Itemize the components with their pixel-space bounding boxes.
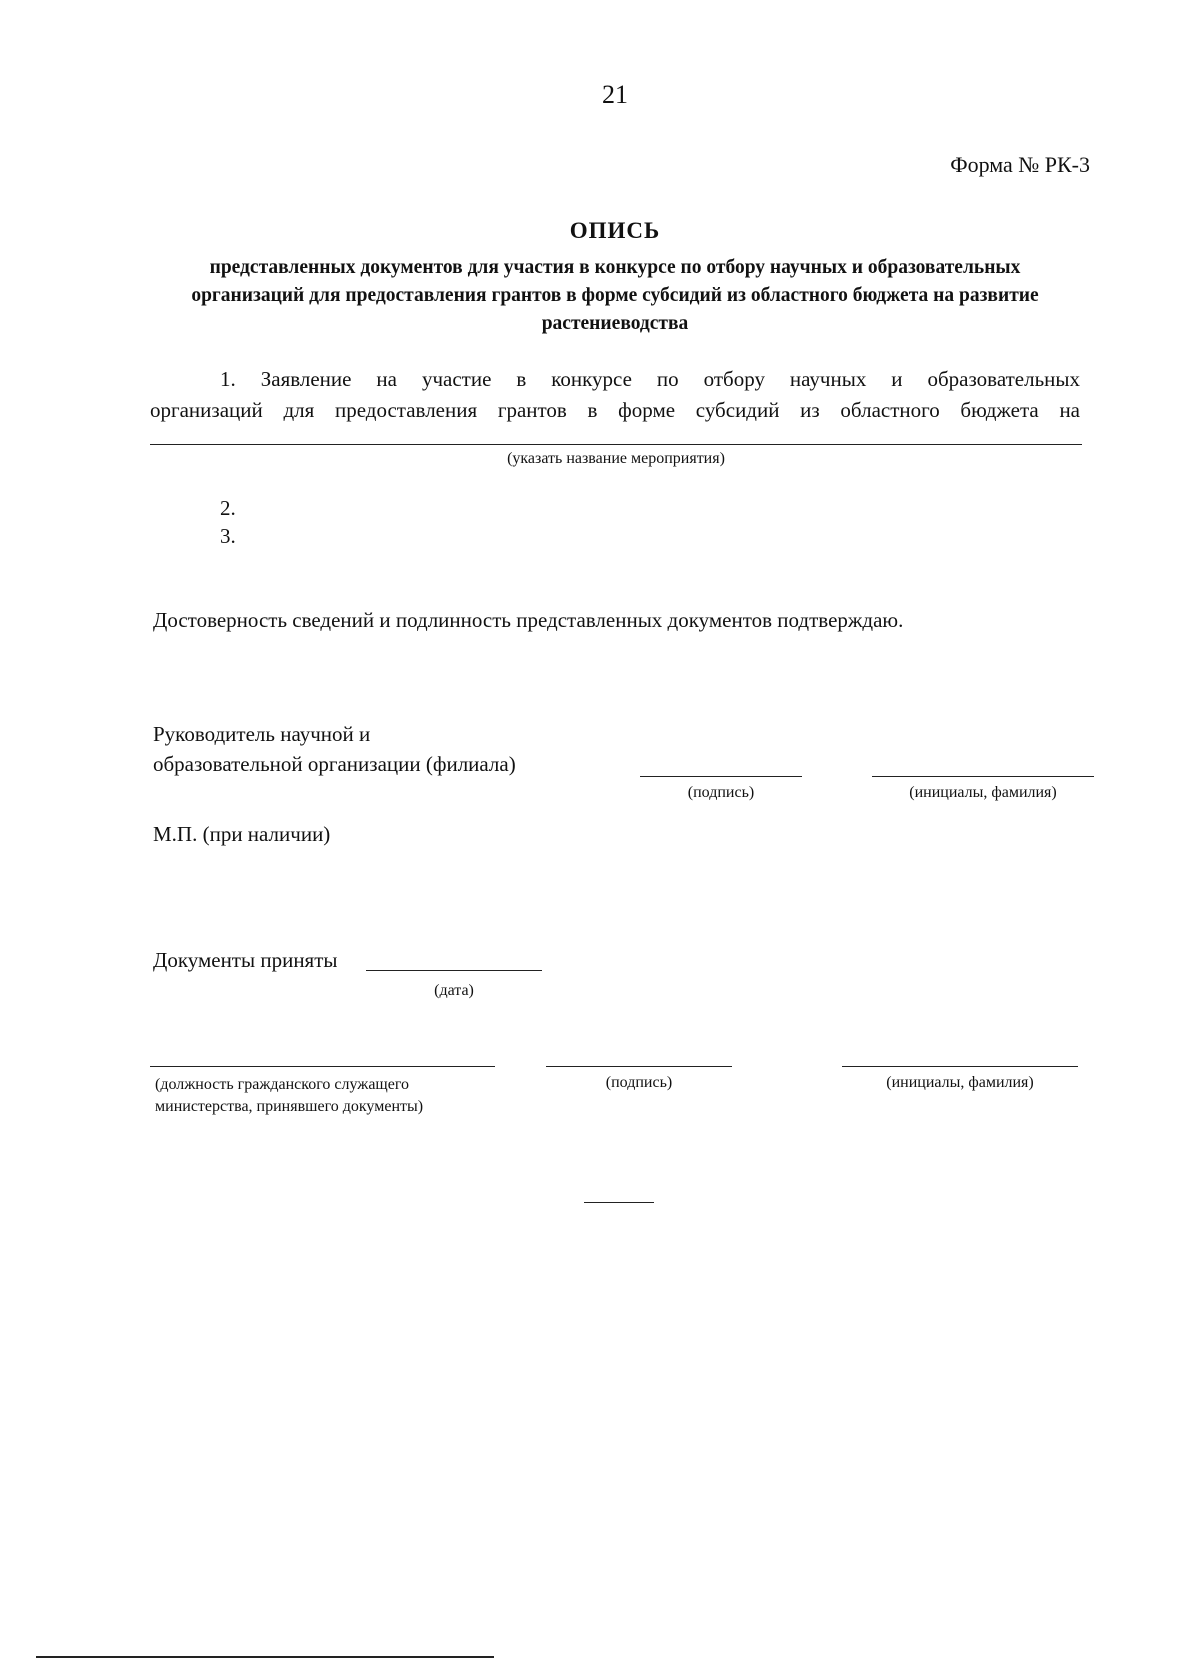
position-caption-line-2: министерства, принявшего документы): [155, 1098, 424, 1115]
head-label-line-1: Руководитель научной и: [153, 722, 371, 746]
acceptance-date-line: [366, 970, 542, 971]
list-item-1-line-2: организаций для предоставления грантов в форме субсидий из областного бюджета на: [150, 398, 1080, 422]
end-of-form-mark: [584, 1202, 654, 1203]
footer-rule: [36, 1656, 494, 1658]
form-number: Форма № РК-3: [950, 152, 1090, 177]
page-number: 21: [602, 80, 628, 109]
list-item-1-line-1: 1. Заявление на участие в конкурсе по отбору научных и образовательных: [220, 367, 1080, 391]
accepted-by-name-caption: (инициалы, фамилия): [886, 1074, 1034, 1091]
position-caption-line-1: (должность гражданского служащего: [155, 1076, 410, 1093]
list-item-3: 3.: [220, 524, 236, 548]
stamp-note: М.П. (при наличии): [153, 822, 331, 846]
head-signature-caption: (подпись): [687, 784, 755, 801]
head-name-line: [872, 776, 1094, 777]
list-item-1: [150, 364, 1080, 426]
document-title: ОПИСЬ: [569, 218, 661, 243]
acceptance-label: Документы приняты: [153, 948, 338, 972]
event-name-caption: (указать название мероприятия): [507, 450, 725, 467]
head-signature-line: [640, 776, 802, 777]
accepted-by-position-line: [150, 1066, 495, 1067]
acceptance-date-caption: (дата): [434, 982, 474, 999]
accepted-by-signature-caption: (подпись): [605, 1074, 673, 1091]
accepted-by-signature-line: [546, 1066, 732, 1067]
accepted-by-position-caption: [155, 1074, 423, 1118]
head-label-line-2: образовательной организации (филиала): [153, 752, 516, 776]
confirmation-text: Достоверность сведений и подлинность представленных документов подтверждаю.: [153, 608, 904, 632]
list-item-2: 2.: [220, 496, 236, 520]
document-subtitle: представленных документов для участия в конкурсе по отбору научных и образовательных организаций для предоставления грантов в форме субсидий из областного бюджета на развитие растениеводства: [191, 257, 1039, 334]
head-name-caption: (инициалы, фамилия): [909, 784, 1057, 801]
accepted-by-name-line: [842, 1066, 1078, 1067]
event-name-line: [150, 444, 1082, 445]
